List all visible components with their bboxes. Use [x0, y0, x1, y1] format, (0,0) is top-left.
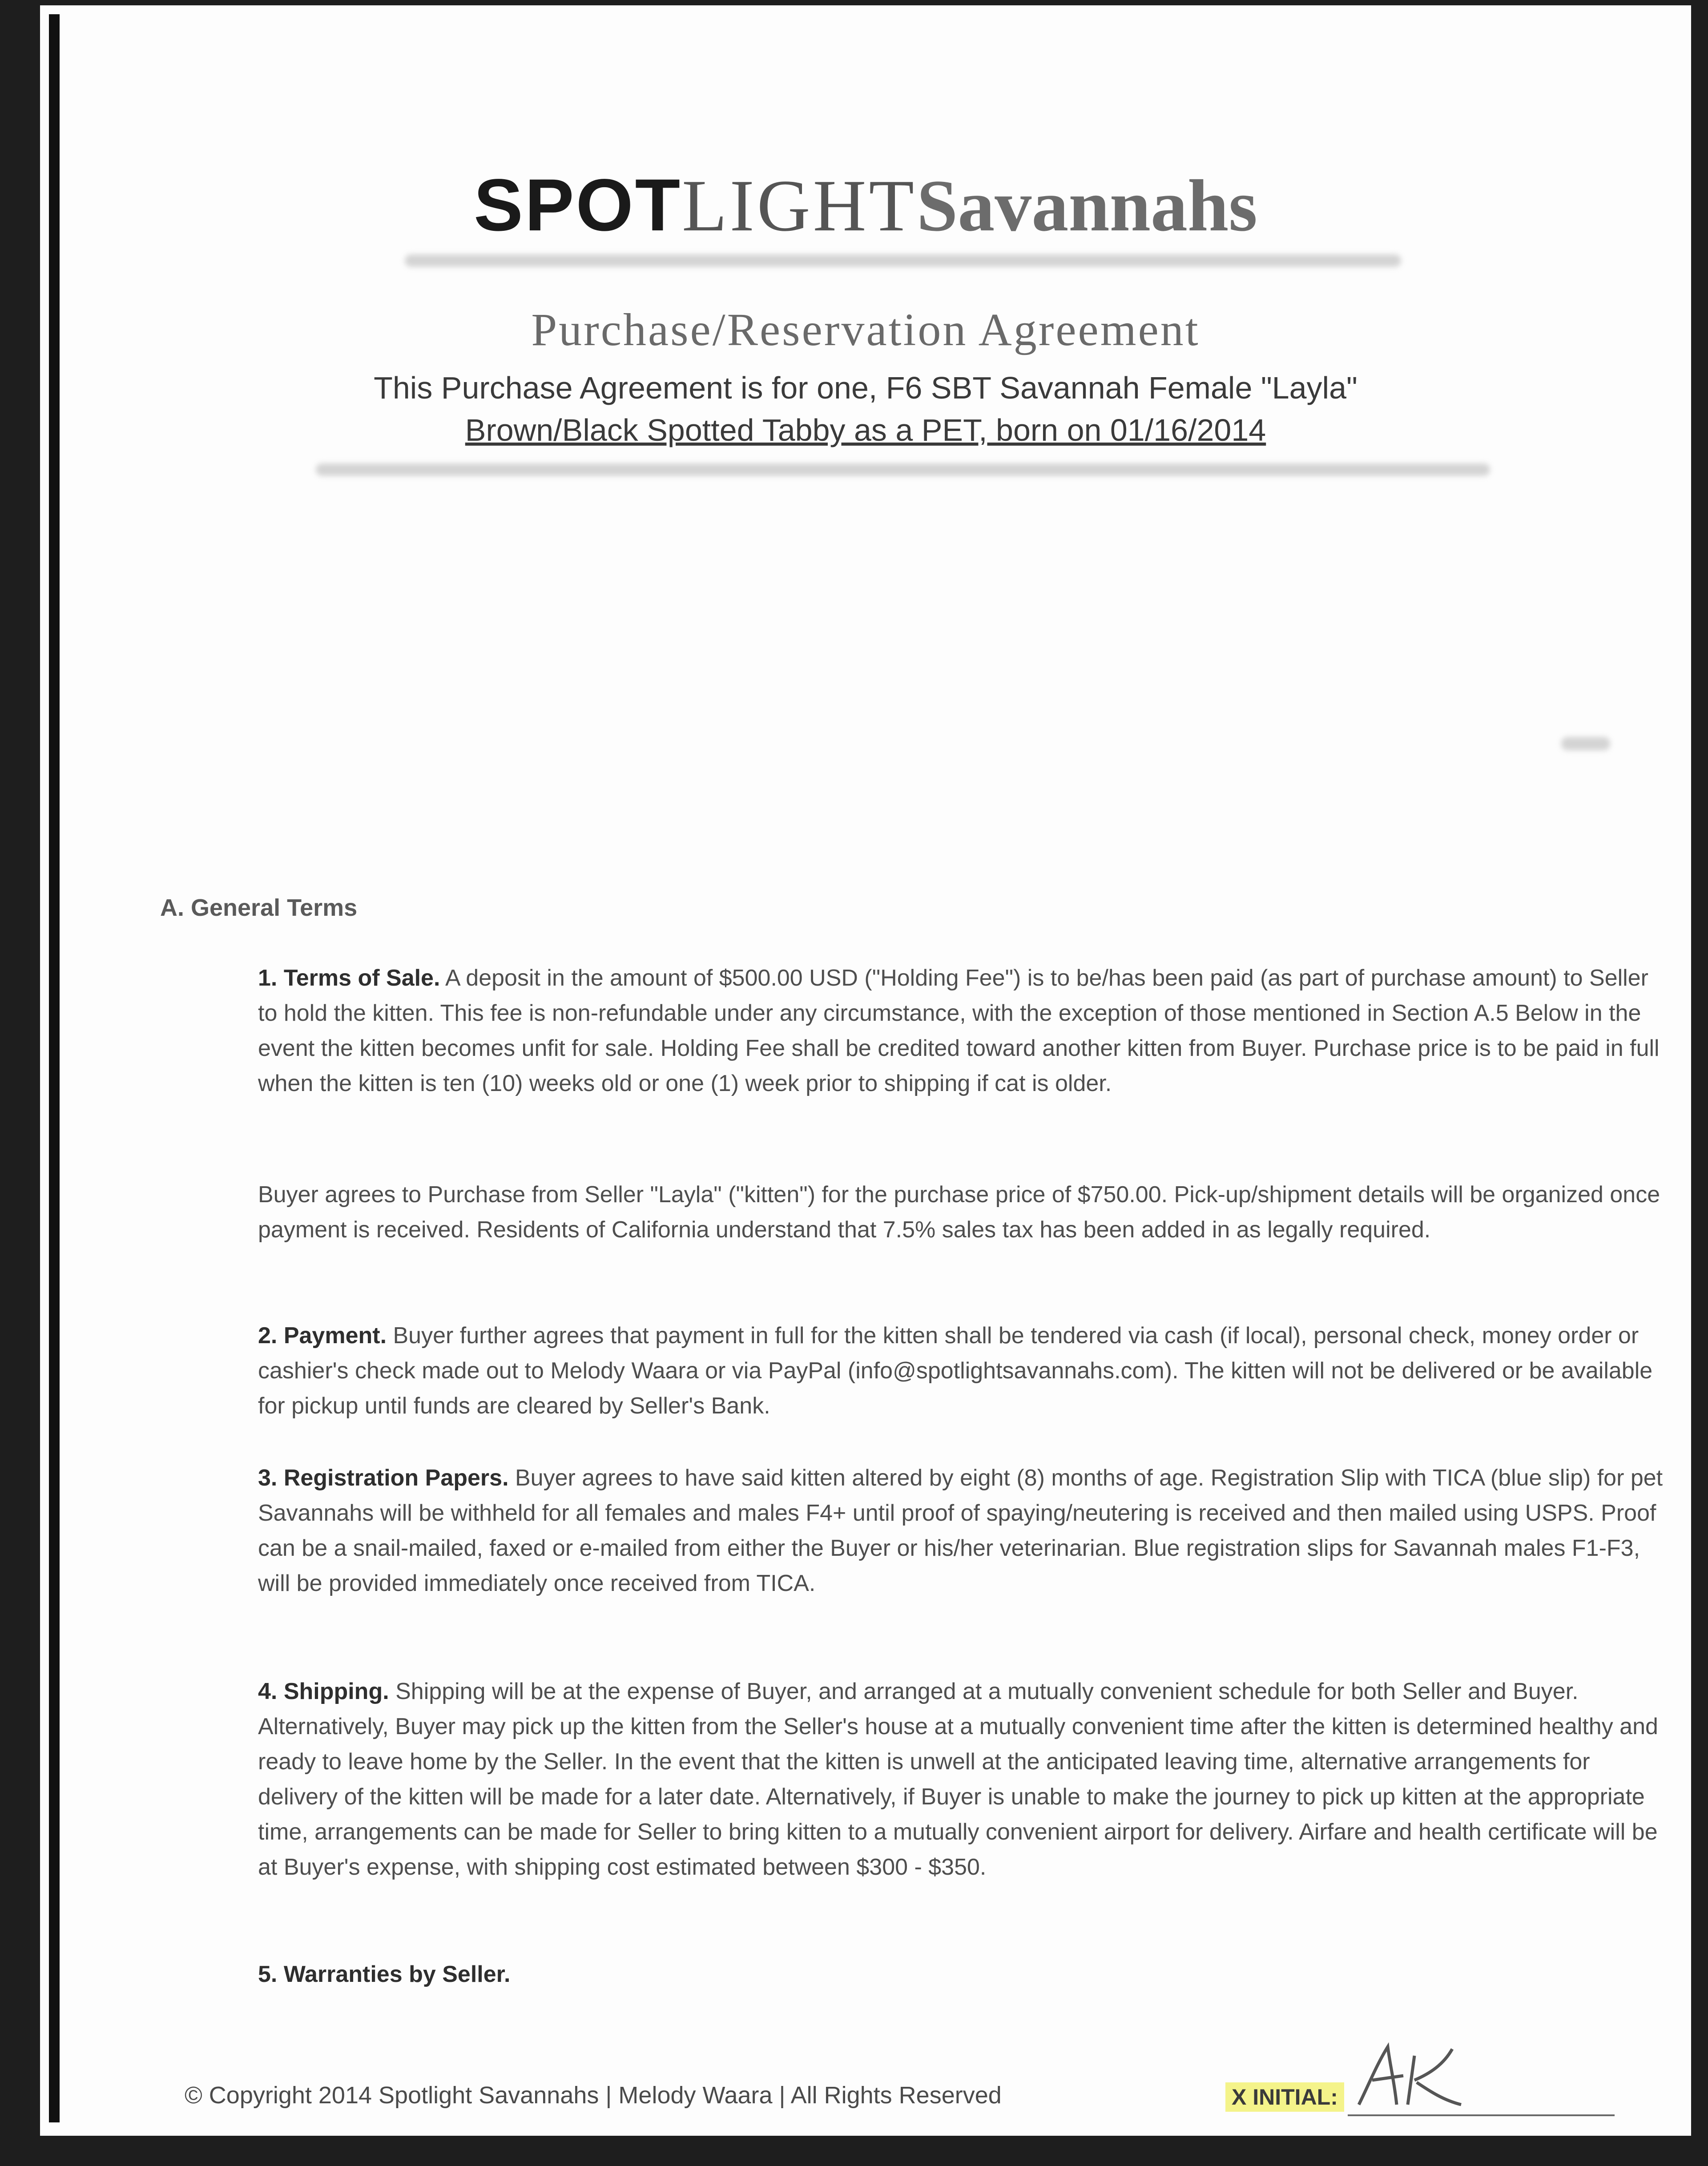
- redacted-line: [405, 254, 1401, 267]
- shipping-paragraph: [258, 1674, 1672, 1885]
- terms-of-sale-text: A deposit in the amount of $500.00 USD ("Holding Fee") is to be/has been paid (as part of purchase amount) to Seller to hold the kitten. This fee is non-refundable under any circumstance, with the exception of those mentioned in Section A.5 Below in the event the kitten becomes unfit for sale. Holding Fee shall be credited toward another kitten from Buyer. Purchase price is to be paid in full when the kitten is ten (10) weeks old or one (1) week prior to shipping if cat is older.: [258, 965, 1660, 1096]
- redacted-block: [1561, 737, 1610, 750]
- shipping-label: 4. Shipping.: [258, 1679, 389, 1704]
- registration-paragraph: [258, 1461, 1672, 1601]
- initial-label: X INITIAL:: [1225, 2082, 1344, 2112]
- section-heading: A. General Terms: [160, 894, 358, 921]
- terms-of-sale-label: 1. Terms of Sale.: [258, 965, 440, 991]
- payment-paragraph: [258, 1318, 1672, 1424]
- registration-text: Buyer agrees to have said kitten altered by eight (8) months of age. Registration Slip with TICA (blue slip) for pet Savannahs will be withheld for all females and males F4+ until proof of spaying/neutering is received and then mailed using USPS. Proof can be a snail-mailed, faxed or e-mailed from either the Buyer or his/her veterinarian. Blue registration slips for Savannah males F1-F3, will be provided immediately once received from TICA.: [258, 1465, 1663, 1596]
- copyright-notice: © Copyright 2014 Spotlight Savannahs | Melody Waara | All Rights Reserved: [185, 2082, 1002, 2109]
- brand-logo: [40, 163, 1691, 248]
- payment-text: Buyer further agrees that payment in full for the kitten shall be tendered via cash (if local), personal check, money order or cashier's check made out to Melody Waara or via PayPal (info@spotlightsavannahs.com). The kitten will not be delivered or be available for pickup until funds are cleared by Seller's Bank.: [258, 1323, 1653, 1419]
- initial-signature-line: [1348, 2114, 1615, 2116]
- redacted-line: [316, 463, 1490, 476]
- terms-of-sale-paragraph: [258, 961, 1672, 1101]
- agreement-subtitle-line2: Brown/Black Spotted Tabby as a PET, born on 01/16/2014: [465, 413, 1266, 447]
- purchase-price-paragraph: Buyer agrees to Purchase from Seller "Layla" ("kitten") for the purchase price of $750.00. Pick-up/shipment details will be organized once payment is received. Residents of California understand that 7.5% sales tax has been added in as legally required.: [258, 1182, 1660, 1243]
- registration-label: 3. Registration Papers.: [258, 1465, 509, 1491]
- payment-label: 2. Payment.: [258, 1323, 387, 1349]
- brand-word-light: LIGHT: [682, 165, 917, 246]
- agreement-subtitle-line1: This Purchase Agreement is for one, F6 SBT Savannah Female "Layla": [374, 370, 1358, 405]
- signature-initials: [1341, 2038, 1608, 2109]
- brand-word-savannahs: Savannahs: [916, 165, 1257, 246]
- document-page: [40, 5, 1691, 2136]
- brand-word-spot: SPOT: [474, 164, 682, 246]
- shipping-text: Shipping will be at the expense of Buyer, and arranged at a mutually convenient schedule for both Seller and Buyer. Alternatively, Buyer may pick up the kitten from the Seller's house at a mutually convenient time after the kitten is determined healthy and ready to leave home by the Seller. In the event that the kitten is unwell at the anticipated leaving time, alternative arrangements for delivery of the kitten will be made for a later date. Alternatively, if Buyer is unable to make the journey to pick up kitten at the appropriate time, arrangements can be made for Seller to bring kitten to a mutually convenient airport for delivery. Airfare and health certificate will be at Buyer's expense, with shipping cost estimated between $300 - $350.: [258, 1679, 1658, 1880]
- agreement-title: Purchase/Reservation Agreement: [531, 304, 1200, 355]
- warranties-heading: 5. Warranties by Seller.: [258, 1961, 511, 1987]
